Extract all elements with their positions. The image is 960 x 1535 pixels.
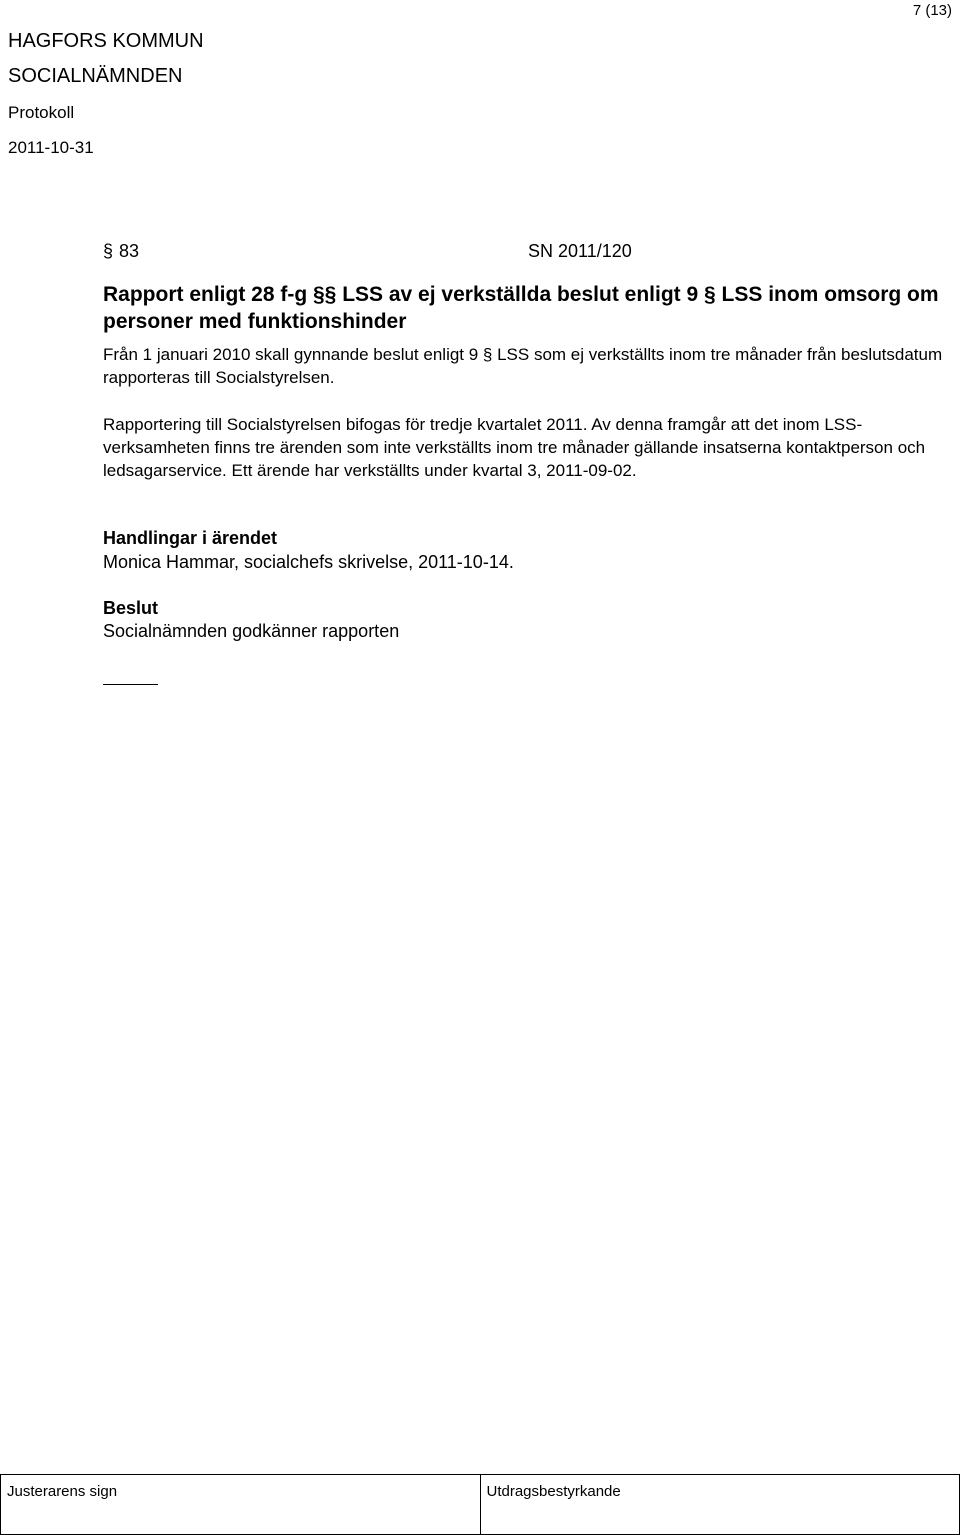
paragraph-intro: Från 1 januari 2010 skall gynnande beslut enligt 9 § LSS som ej verkställts inom tre månader från beslutsdatum rapporteras till Socialstyrelsen. [103,345,943,387]
documents-heading: Handlingar i ärendet [103,528,278,548]
board-name: SOCIALNÄMNDEN [8,65,183,87]
footer-utdrag-label: Utdragsbestyrkande [486,1483,621,1500]
paragraph-number [103,241,139,262]
footer-utdrag-cell [480,1475,960,1534]
municipality-name: HAGFORS KOMMUN [8,30,204,52]
paragraph-report: Rapportering till Socialstyrelsen bifogas för tredje kvartalet 2011. Av denna framgår att det inom LSS-verksamheten finns tre ärenden som inte verkställts inom tre månader gällande insatserna kontaktperson och ledsagarservice. Ett ärende har verkställts under kvartal 3, 2011-09-02. [103,415,926,480]
end-divider [103,684,158,685]
decision-text: Socialnämnden godkänner rapporten [103,621,400,641]
footer-justerare-cell [1,1475,480,1534]
meeting-date: 2011-10-31 [8,138,94,157]
decision-heading: Beslut [103,598,159,618]
document-type: Protokoll [8,103,75,122]
documents-text: Monica Hammar, socialchefs skrivelse, 2011-10-14. [103,552,514,572]
signature-footer [0,1474,960,1535]
footer-justerare-label: Justerarens sign [7,1483,118,1500]
section-sign: § [103,241,114,261]
item-title: Rapport enligt 28 f-g §§ LSS av ej verkställda beslut enligt 9 § LSS inom omsorg om personer med funktionshinder [103,283,939,333]
page-number: 7 (13) [912,2,952,19]
case-id: SN 2011/120 [528,241,632,261]
paragraph-number-value: 83 [119,241,140,261]
